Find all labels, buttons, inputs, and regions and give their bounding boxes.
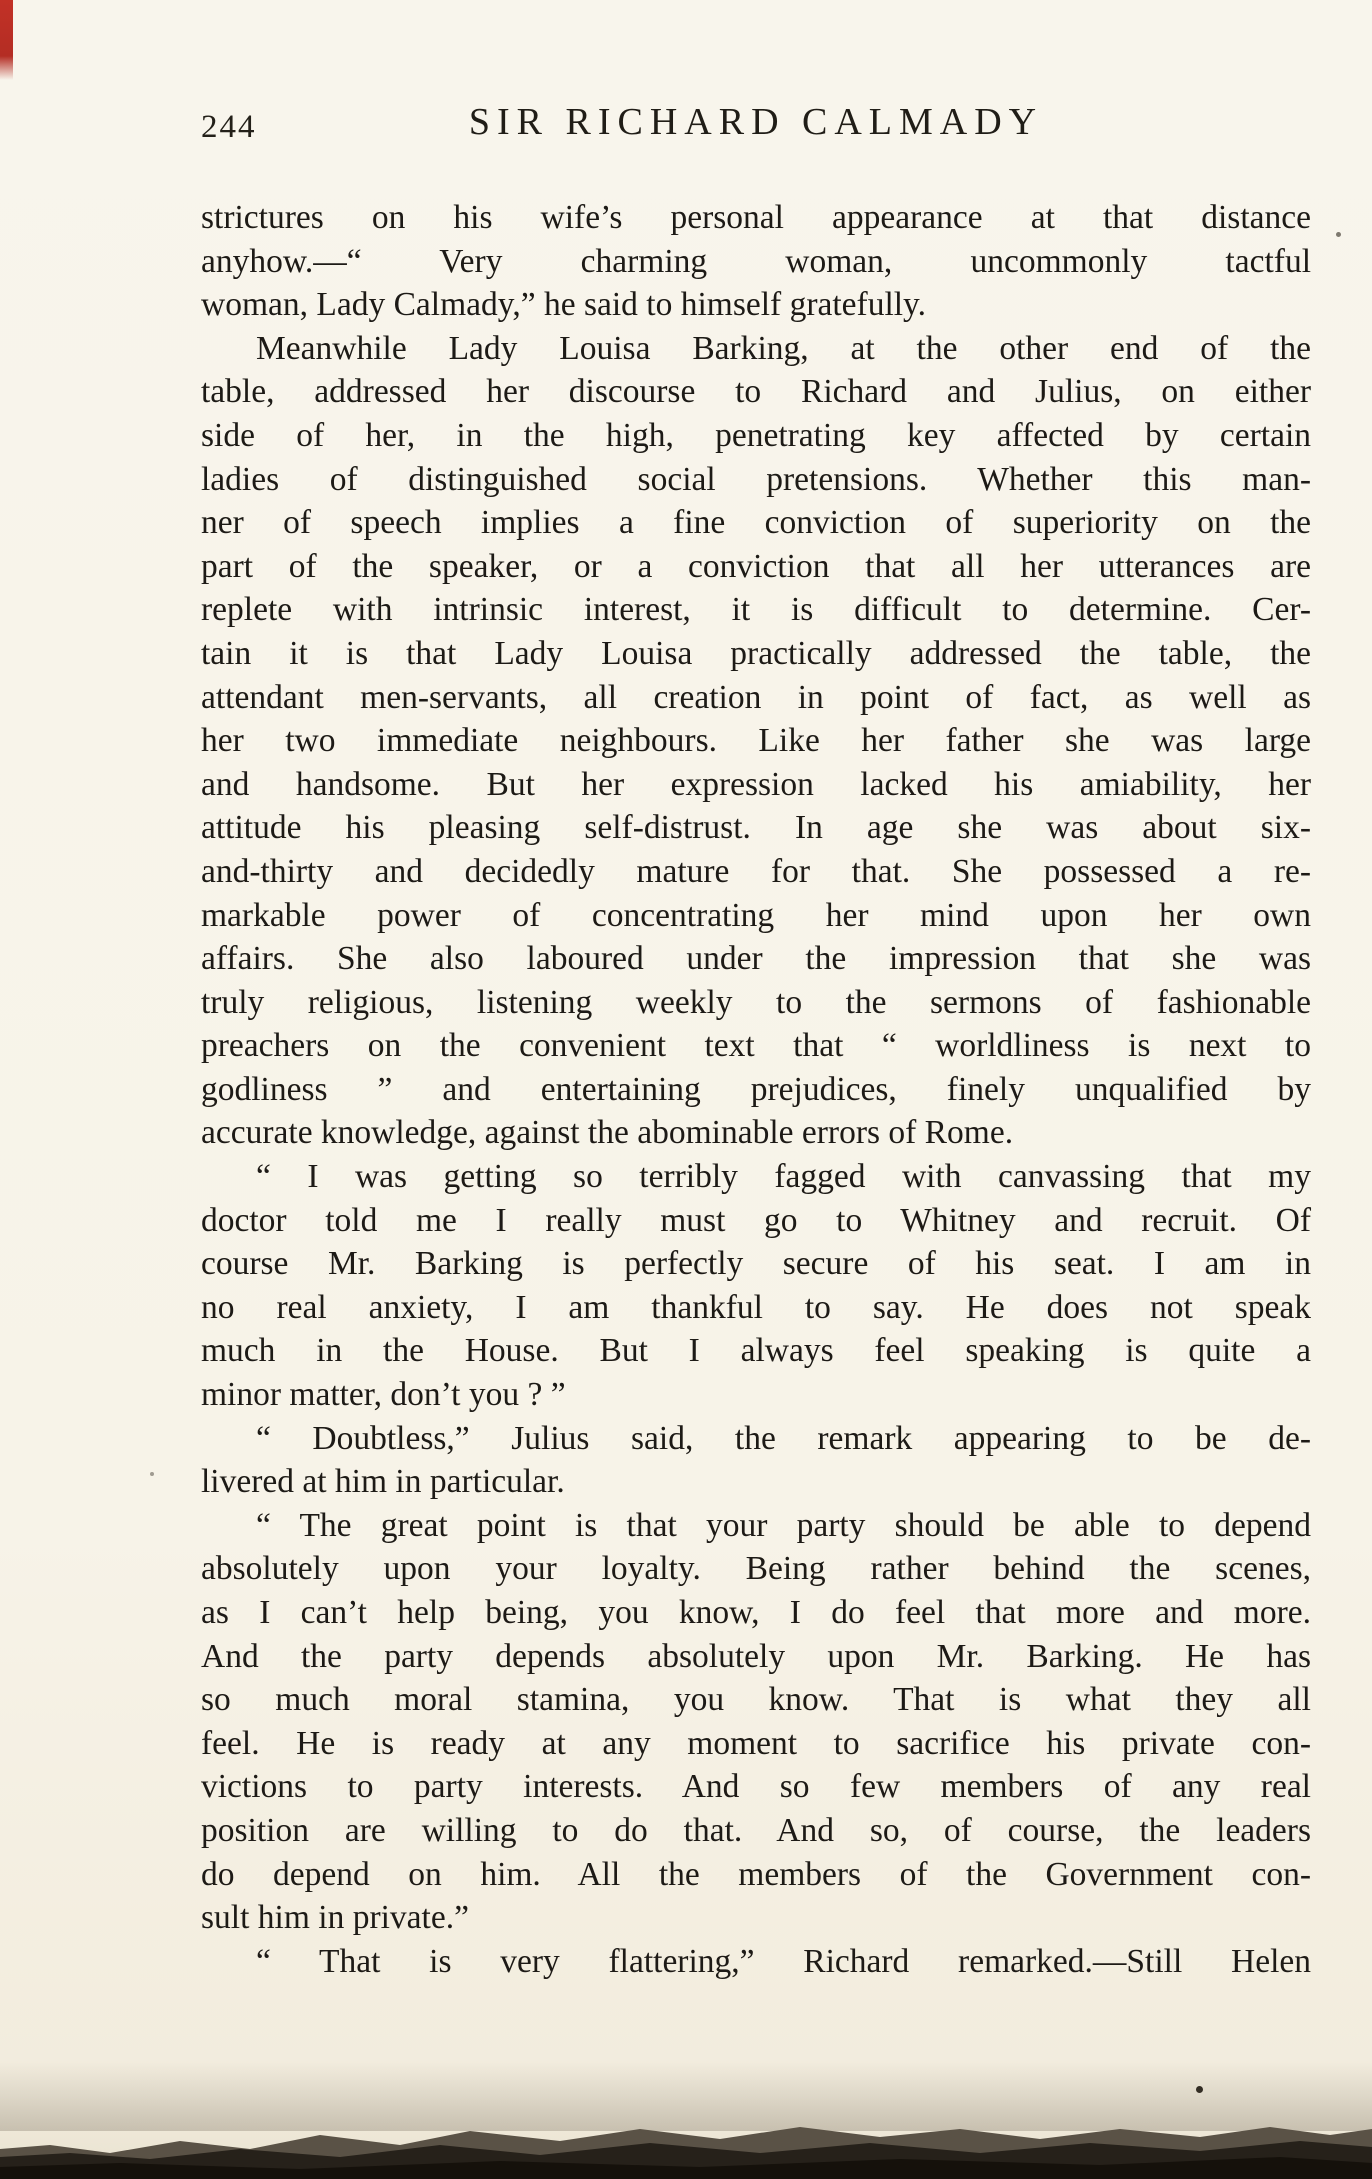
- text-line: strictures on his wife’s personal appearance at that distance: [201, 199, 1311, 236]
- text-line: feel. He is ready at any moment to sacrifice his private con-: [201, 1724, 1311, 1762]
- scan-artifact-dot: [1336, 232, 1341, 237]
- text-line: no real anxiety, I am thankful to say. He does not speak: [201, 1288, 1311, 1326]
- text-line: woman, Lady Calmady,” he said to himself gratefully.: [201, 286, 927, 324]
- text-line: livered at him in particular.: [201, 1463, 565, 1501]
- text-line: side of her, in the high, penetrating key affected by certain: [201, 416, 1311, 454]
- text-line: table, addressed her discourse to Richard and Julius, on either: [201, 373, 1311, 411]
- text-line: “ Doubtless,” Julius said, the remark appearing to be de-: [256, 1419, 1311, 1457]
- text-line: godliness ” and entertaining prejudices, finely unqualified by: [201, 1070, 1311, 1108]
- text-line: and handsome. But her expression lacked his amiability, her: [201, 765, 1311, 803]
- text-line: victions to party interests. And so few members of any real: [201, 1768, 1311, 1806]
- paragraph: [201, 1504, 1311, 1940]
- text-line: Meanwhile Lady Louisa Barking, at the other end of the: [256, 329, 1311, 367]
- text-line: truly religious, listening weekly to the sermons of fashionable: [201, 983, 1311, 1021]
- page-number: 244: [201, 109, 257, 145]
- text-line: anyhow.—“ Very charming woman, uncommonly tactful: [201, 242, 1311, 280]
- text-line: her two immediate neighbours. Like her father she was large: [201, 722, 1311, 760]
- text-line: part of the speaker, or a conviction that all her utterances are: [201, 547, 1311, 585]
- scan-red-mark: [0, 0, 13, 80]
- text-line: “ That is very flattering,” Richard remarked.—Still Helen: [256, 1942, 1311, 1980]
- text-line: absolutely upon your loyalty. Being rather behind the scenes,: [201, 1550, 1311, 1588]
- paragraph: [201, 1155, 1311, 1417]
- text-line: ner of speech implies a fine conviction of superiority on the: [201, 504, 1311, 542]
- text-line: and-thirty and decidedly mature for that. She possessed a re-: [201, 852, 1311, 890]
- text-line: attendant men-servants, all creation in point of fact, as well as: [201, 678, 1311, 716]
- text-line: much in the House. But I always feel speaking is quite a: [201, 1332, 1311, 1370]
- text-line: replete with intrinsic interest, it is difficult to determine. Cer-: [201, 591, 1311, 629]
- text-line: And the party depends absolutely upon Mr. Barking. He has: [201, 1637, 1311, 1675]
- text-line: minor matter, don’t you ? ”: [201, 1376, 566, 1414]
- text-line: course Mr. Barking is perfectly secure of his seat. I am in: [201, 1245, 1311, 1283]
- text-body: [201, 196, 1311, 1983]
- scan-artifact-dot: [150, 1472, 154, 1476]
- paragraph: [201, 1940, 1311, 1984]
- text-line: so much moral stamina, you know. That is what they all: [201, 1681, 1311, 1719]
- text-line: do depend on him. All the members of the Government con-: [201, 1855, 1311, 1893]
- text-line: markable power of concentrating her mind upon her own: [201, 896, 1311, 934]
- text-line: “ The great point is that your party should be able to depend: [256, 1506, 1311, 1544]
- paragraph: [201, 196, 1311, 327]
- text-line: ladies of distinguished social pretensions. Whether this man-: [201, 460, 1311, 498]
- running-header-title: SIR RICHARD CALMADY: [468, 101, 1044, 143]
- text-line: accurate knowledge, against the abominable errors of Rome.: [201, 1114, 1014, 1152]
- text-line: sult him in private.”: [201, 1899, 469, 1937]
- text-line: tain it is that Lady Louisa practically addressed the table, the: [201, 634, 1311, 672]
- paragraph: [201, 327, 1311, 1155]
- text-line: position are willing to do that. And so, of course, the leaders: [201, 1811, 1311, 1849]
- scan-bottom-edge: [0, 2101, 1372, 2179]
- page-header: [201, 100, 1311, 154]
- text-line: attitude his pleasing self-distrust. In age she was about six-: [201, 809, 1311, 847]
- text-line: doctor told me I really must go to Whitney and recruit. Of: [201, 1201, 1311, 1239]
- paragraph: [201, 1417, 1311, 1504]
- text-line: affairs. She also laboured under the impression that she was: [201, 940, 1311, 978]
- text-line: preachers on the convenient text that “ worldliness is next to: [201, 1027, 1311, 1065]
- text-line: as I can’t help being, you know, I do feel that more and more.: [201, 1594, 1311, 1631]
- text-line: “ I was getting so terribly fagged with canvassing that my: [256, 1158, 1311, 1196]
